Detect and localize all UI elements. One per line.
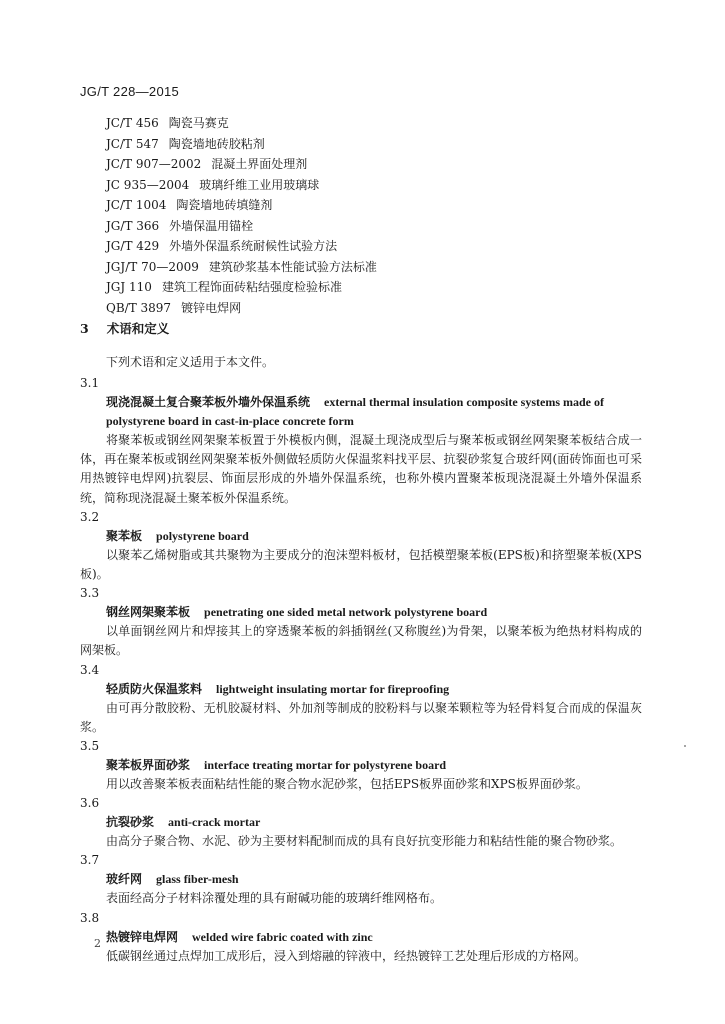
term-chinese: 轻质防火保温浆料 [106, 681, 203, 696]
term-entry [80, 909, 642, 966]
term-english: anti-crack mortar [168, 815, 261, 830]
term-definition: 将聚苯板或钢丝网架聚苯板置于外模板内侧，混凝土现浇成型后与聚苯板或钢丝网架聚苯板结合成一体，再在聚苯板或钢丝网架聚苯板外侧做轻质防火保温浆料找平层、抗裂砂浆复合玻纤网(面砖饰面也可采用热镀锌电焊网)抗裂层、饰面层形成的外墙外保温系统，也称外模内置聚苯板现浇混凝土外墙外保温系统，简称现浇混凝土聚苯板外保温系统。 [80, 433, 642, 505]
reference-title: 玻璃纤维工业用玻璃球 [199, 177, 320, 192]
reference-item [106, 134, 666, 155]
term-english: penetrating one sided metal network polystyrene board [204, 605, 488, 620]
scan-speck [684, 745, 686, 747]
reference-item [106, 113, 666, 134]
reference-title: 建筑工程饰面砖粘结强度检验标准 [161, 280, 342, 294]
term-number: 3.7 [80, 853, 100, 868]
reference-title: 外墙外保温系统耐候性试验方法 [169, 239, 338, 253]
normative-references-list [106, 113, 666, 318]
reference-code: JGJ/T 70—2009 [106, 259, 199, 274]
term-english: welded wire fabric coated with zinc [192, 929, 373, 944]
term-heading [80, 813, 642, 832]
term-heading [80, 393, 642, 431]
term-chinese: 现浇混凝土复合聚苯板外墙外保温系统 [106, 395, 311, 409]
term-definition: 以聚苯乙烯树脂或其共聚物为主要成分的泡沫塑料板材，包括模塑聚苯板(EPS板)和挤塑聚苯板(XPS板)。 [80, 547, 642, 582]
term-definition: 表面经高分子材料涂覆处理的具有耐碱功能的玻璃纤维网格布。 [106, 891, 443, 906]
term-english: lightweight insulating mortar for fireproofing [216, 681, 450, 696]
term-definition: 由高分子聚合物、水泥、砂为主要材料配制而成的具有良好抗变形能力和粘结性能的聚合物砂浆。 [106, 834, 623, 849]
section-intro: 下列术语和定义适用于本文件。 [106, 355, 275, 369]
reference-item [106, 277, 666, 298]
term-definition: 由可再分散胶粉、无机胶凝材料、外加剂等制成的胶粉料与以聚苯颗粒等为轻骨料复合而成的保温灰浆。 [80, 700, 642, 734]
page-number: 2 [94, 937, 101, 950]
section-number: 3 [80, 321, 89, 336]
reference-item [106, 216, 666, 237]
reference-title: 混凝土界面处理剂 [211, 157, 308, 171]
reference-item [106, 175, 666, 196]
term-heading [80, 928, 642, 947]
reference-item [106, 236, 666, 257]
reference-item [106, 154, 666, 175]
reference-title: 陶瓷墙地砖胶粘剂 [168, 136, 265, 151]
term-number: 3.5 [80, 739, 100, 754]
term-english: polystyrene board [156, 528, 249, 543]
reference-code: JC/T 907—2002 [106, 157, 202, 171]
reference-code: JC/T 1004 [106, 198, 167, 212]
term-definition: 低碳钢丝通过点焊加工成形后，浸入到熔融的锌液中，经热镀锌工艺处理后形成的方格网。 [106, 948, 587, 963]
term-heading [80, 527, 642, 546]
reference-item [106, 195, 666, 216]
term-english: interface treating mortar for polystyrene board [204, 758, 447, 773]
reference-title: 陶瓷马赛克 [168, 116, 229, 130]
section-title: 术语和定义 [106, 321, 170, 336]
term-definition: 用以改善聚苯板表面粘结性能的聚合物水泥砂浆，包括EPS板界面砂浆和XPS板界面砂浆。 [106, 777, 588, 792]
term-chinese: 钢丝网架聚苯板 [106, 605, 191, 620]
reference-code: JG/T 429 [106, 239, 160, 253]
term-number: 3.2 [80, 509, 100, 524]
term-entry [80, 737, 642, 794]
term-number: 3.8 [80, 910, 100, 925]
term-number: 3.4 [80, 662, 100, 677]
term-number: 3.3 [80, 586, 100, 601]
term-entry [80, 508, 642, 584]
reference-code: JG/T 366 [106, 218, 160, 233]
term-chinese: 热镀锌电焊网 [106, 929, 179, 944]
term-heading [80, 870, 642, 889]
reference-code: JC/T 456 [106, 116, 159, 130]
term-entry [80, 374, 642, 508]
terms-list [80, 374, 642, 966]
reference-title: 建筑砂浆基本性能试验方法标准 [208, 259, 377, 274]
term-heading [80, 756, 642, 775]
standard-id: JG/T 228—2015 [80, 84, 180, 99]
term-english: external thermal insulation composite systems made of polystyrene board in cast-in-place concrete form [106, 395, 604, 428]
reference-item [106, 257, 666, 278]
term-english: glass fiber-mesh [156, 872, 239, 887]
term-definition: 以单面钢丝网片和焊接其上的穿透聚苯板的斜插钢丝(又称腹丝)为骨架，以聚苯板为绝热材料构成的网架板。 [80, 624, 642, 658]
term-entry [80, 794, 642, 851]
term-chinese: 抗裂砂浆 [106, 815, 155, 830]
section-heading [80, 319, 169, 337]
term-number: 3.1 [80, 376, 100, 390]
reference-code: QB/T 3897 [106, 300, 172, 315]
term-heading [80, 603, 642, 622]
term-entry [80, 584, 642, 660]
reference-code: JC/T 547 [106, 136, 159, 151]
term-heading [80, 680, 642, 699]
reference-item [106, 298, 666, 319]
reference-title: 外墙保温用锚栓 [169, 218, 254, 233]
reference-title: 陶瓷墙地砖填缝剂 [176, 198, 273, 212]
term-entry [80, 851, 642, 908]
reference-title: 镀锌电焊网 [181, 300, 242, 315]
term-entry [80, 661, 642, 737]
term-number: 3.6 [80, 796, 100, 811]
term-chinese: 玻纤网 [106, 872, 143, 887]
term-chinese: 聚苯板 [106, 528, 143, 543]
reference-code: JC 935—2004 [106, 177, 190, 192]
term-chinese: 聚苯板界面砂浆 [106, 758, 191, 773]
reference-code: JGJ 110 [106, 280, 152, 294]
